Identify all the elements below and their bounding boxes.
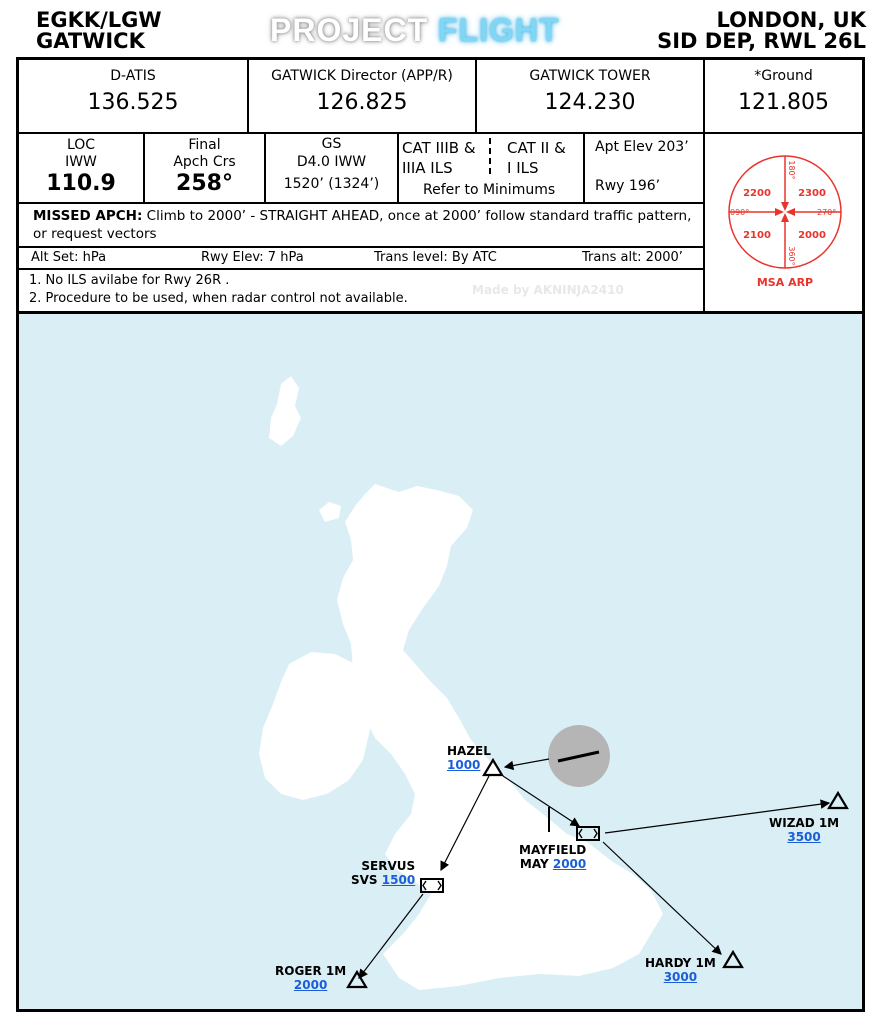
msa-bearing-right: 270°: [817, 208, 837, 217]
freq-label: GATWICK Director (APP/R): [271, 68, 453, 84]
msa-bearing-top: 180°: [787, 160, 796, 180]
divider: [264, 134, 266, 202]
msa-label: MSA ARP: [756, 276, 814, 289]
shetland-island: [269, 376, 301, 446]
fix-servus: [351, 859, 415, 887]
msa-bearing-left: 090°: [730, 208, 750, 217]
location-text: LONDON, UK: [716, 8, 866, 32]
fix-code: SVS: [351, 873, 378, 887]
freq-director: [249, 60, 475, 132]
loc-label: LOC: [66, 137, 96, 153]
fix-code: MAY: [519, 857, 549, 871]
fix-mayfield: [519, 843, 586, 871]
msa-arrow-top: [781, 202, 789, 211]
msa-sector-tr: 2300: [798, 188, 826, 199]
freq-tower: [477, 60, 703, 132]
freq-label: *Ground: [754, 68, 813, 84]
fix-roger: [275, 964, 346, 992]
roger-fix-icon: [348, 972, 366, 987]
fix-hardy: [645, 956, 716, 984]
icao-code: EGKK/LGW: [36, 8, 162, 32]
msa-arrow-left: [775, 208, 784, 216]
fix-wizad: [769, 816, 839, 844]
fix-name: SERVUS: [361, 859, 416, 873]
msa-bearing-bottom: 360°: [787, 246, 796, 266]
fix-name: WIZAD 1M: [769, 816, 840, 830]
fix-altitude: 1500: [381, 873, 416, 887]
gs-label: GS: [321, 136, 342, 152]
airport-ident: [36, 10, 162, 52]
fix-name: HAZEL: [447, 744, 491, 758]
msa-sector-br: 2000: [798, 230, 826, 241]
watermark: Made by AKNINJA2410: [472, 283, 624, 297]
trans-level: Trans level: By ATC: [374, 250, 497, 265]
chart-location: [657, 10, 866, 52]
missed-approach: [19, 204, 703, 246]
divider: [143, 134, 145, 202]
route-map: [19, 314, 862, 1009]
fix-altitude: 3500: [787, 830, 821, 844]
settings-row: [19, 248, 703, 268]
route-to-hazel: [505, 759, 549, 767]
airport-name: GATWICK: [36, 29, 145, 53]
orkney-island: [319, 502, 341, 522]
fix-name: HARDY 1M: [645, 956, 716, 970]
freq-label: GATWICK TOWER: [529, 68, 651, 84]
msa-arrow-bottom: [781, 213, 789, 222]
mayfield-vor-icon: [577, 827, 599, 840]
hardy-fix-icon: [724, 952, 742, 967]
divider: [247, 60, 249, 132]
rwy-elevation: Rwy 196’: [595, 178, 661, 194]
final-course: 258°: [176, 171, 233, 196]
msa-arrow-right: [786, 208, 795, 216]
elevation-cell: [585, 134, 703, 202]
ireland: [259, 652, 375, 800]
fix-altitude: 1000: [447, 758, 481, 772]
loc-ident: IWW: [65, 154, 97, 170]
note-item: 1. No ILS avilabe for Rwy 26R .: [29, 273, 230, 288]
freq-label: D-ATIS: [110, 68, 156, 84]
loc-freq: 110.9: [46, 171, 116, 196]
uk-map: [19, 314, 862, 1009]
fix-altitude: 3000: [663, 970, 698, 984]
cat2-text: CAT II & I ILS: [507, 139, 566, 177]
fix-name: ROGER 1M: [275, 964, 347, 978]
freq-value: 126.825: [316, 90, 408, 115]
freq-ground: [705, 60, 862, 132]
msa-diagram: [705, 134, 862, 311]
wizad-fix-icon: [829, 793, 847, 808]
procedure-text: SID DEP, RWL 26L: [657, 29, 866, 53]
note-item: 2. Procedure to be used, when radar control not available.: [29, 291, 408, 306]
brand-logo: PROJECT FLIGHT: [270, 12, 560, 48]
divider: [583, 134, 585, 202]
missed-label: MISSED APCH:: [33, 208, 143, 224]
fix-altitude: 2000: [293, 978, 328, 992]
msa-sector-tl: 2200: [743, 188, 771, 199]
divider: [475, 60, 477, 132]
minimums-note: Refer to Minimums: [423, 182, 556, 198]
category-separator: [489, 138, 493, 174]
final-label-2: Apch Crs: [173, 154, 236, 170]
msa-sector-bl: 2100: [743, 230, 771, 241]
alt-setting: Alt Set: hPa: [31, 250, 107, 265]
loc-cell: [19, 134, 143, 202]
final-label: Final: [188, 137, 221, 153]
great-britain: [337, 484, 663, 990]
missed-text: Climb to 2000’ - STRAIGHT AHEAD, once at 2000’ follow standard traffic pattern, or request vectors: [33, 208, 692, 242]
freq-value: 124.230: [544, 90, 636, 115]
freq-value: 121.805: [738, 90, 829, 115]
final-course-cell: [145, 134, 264, 202]
freq-value: 136.525: [87, 90, 179, 115]
trans-alt: Trans alt: 2000’: [582, 250, 683, 265]
ils-category-cell: [399, 134, 583, 202]
freq-datis: [19, 60, 247, 132]
gs-distance: D4.0 IWW: [296, 154, 367, 170]
divider: [397, 134, 399, 202]
fix-altitude: 2000: [552, 857, 587, 871]
gs-altitude: 1520’ (1324’): [283, 176, 380, 192]
gs-cell: [266, 134, 397, 202]
cat3-text: CAT IIIB & IIIA ILS: [402, 139, 476, 177]
apt-elevation: Apt Elev 203’: [595, 139, 689, 155]
rwy-elev-setting: Rwy Elev: 7 hPa: [201, 250, 304, 265]
fix-name: MAYFIELD: [519, 843, 587, 857]
fix-hazel: [447, 744, 491, 772]
